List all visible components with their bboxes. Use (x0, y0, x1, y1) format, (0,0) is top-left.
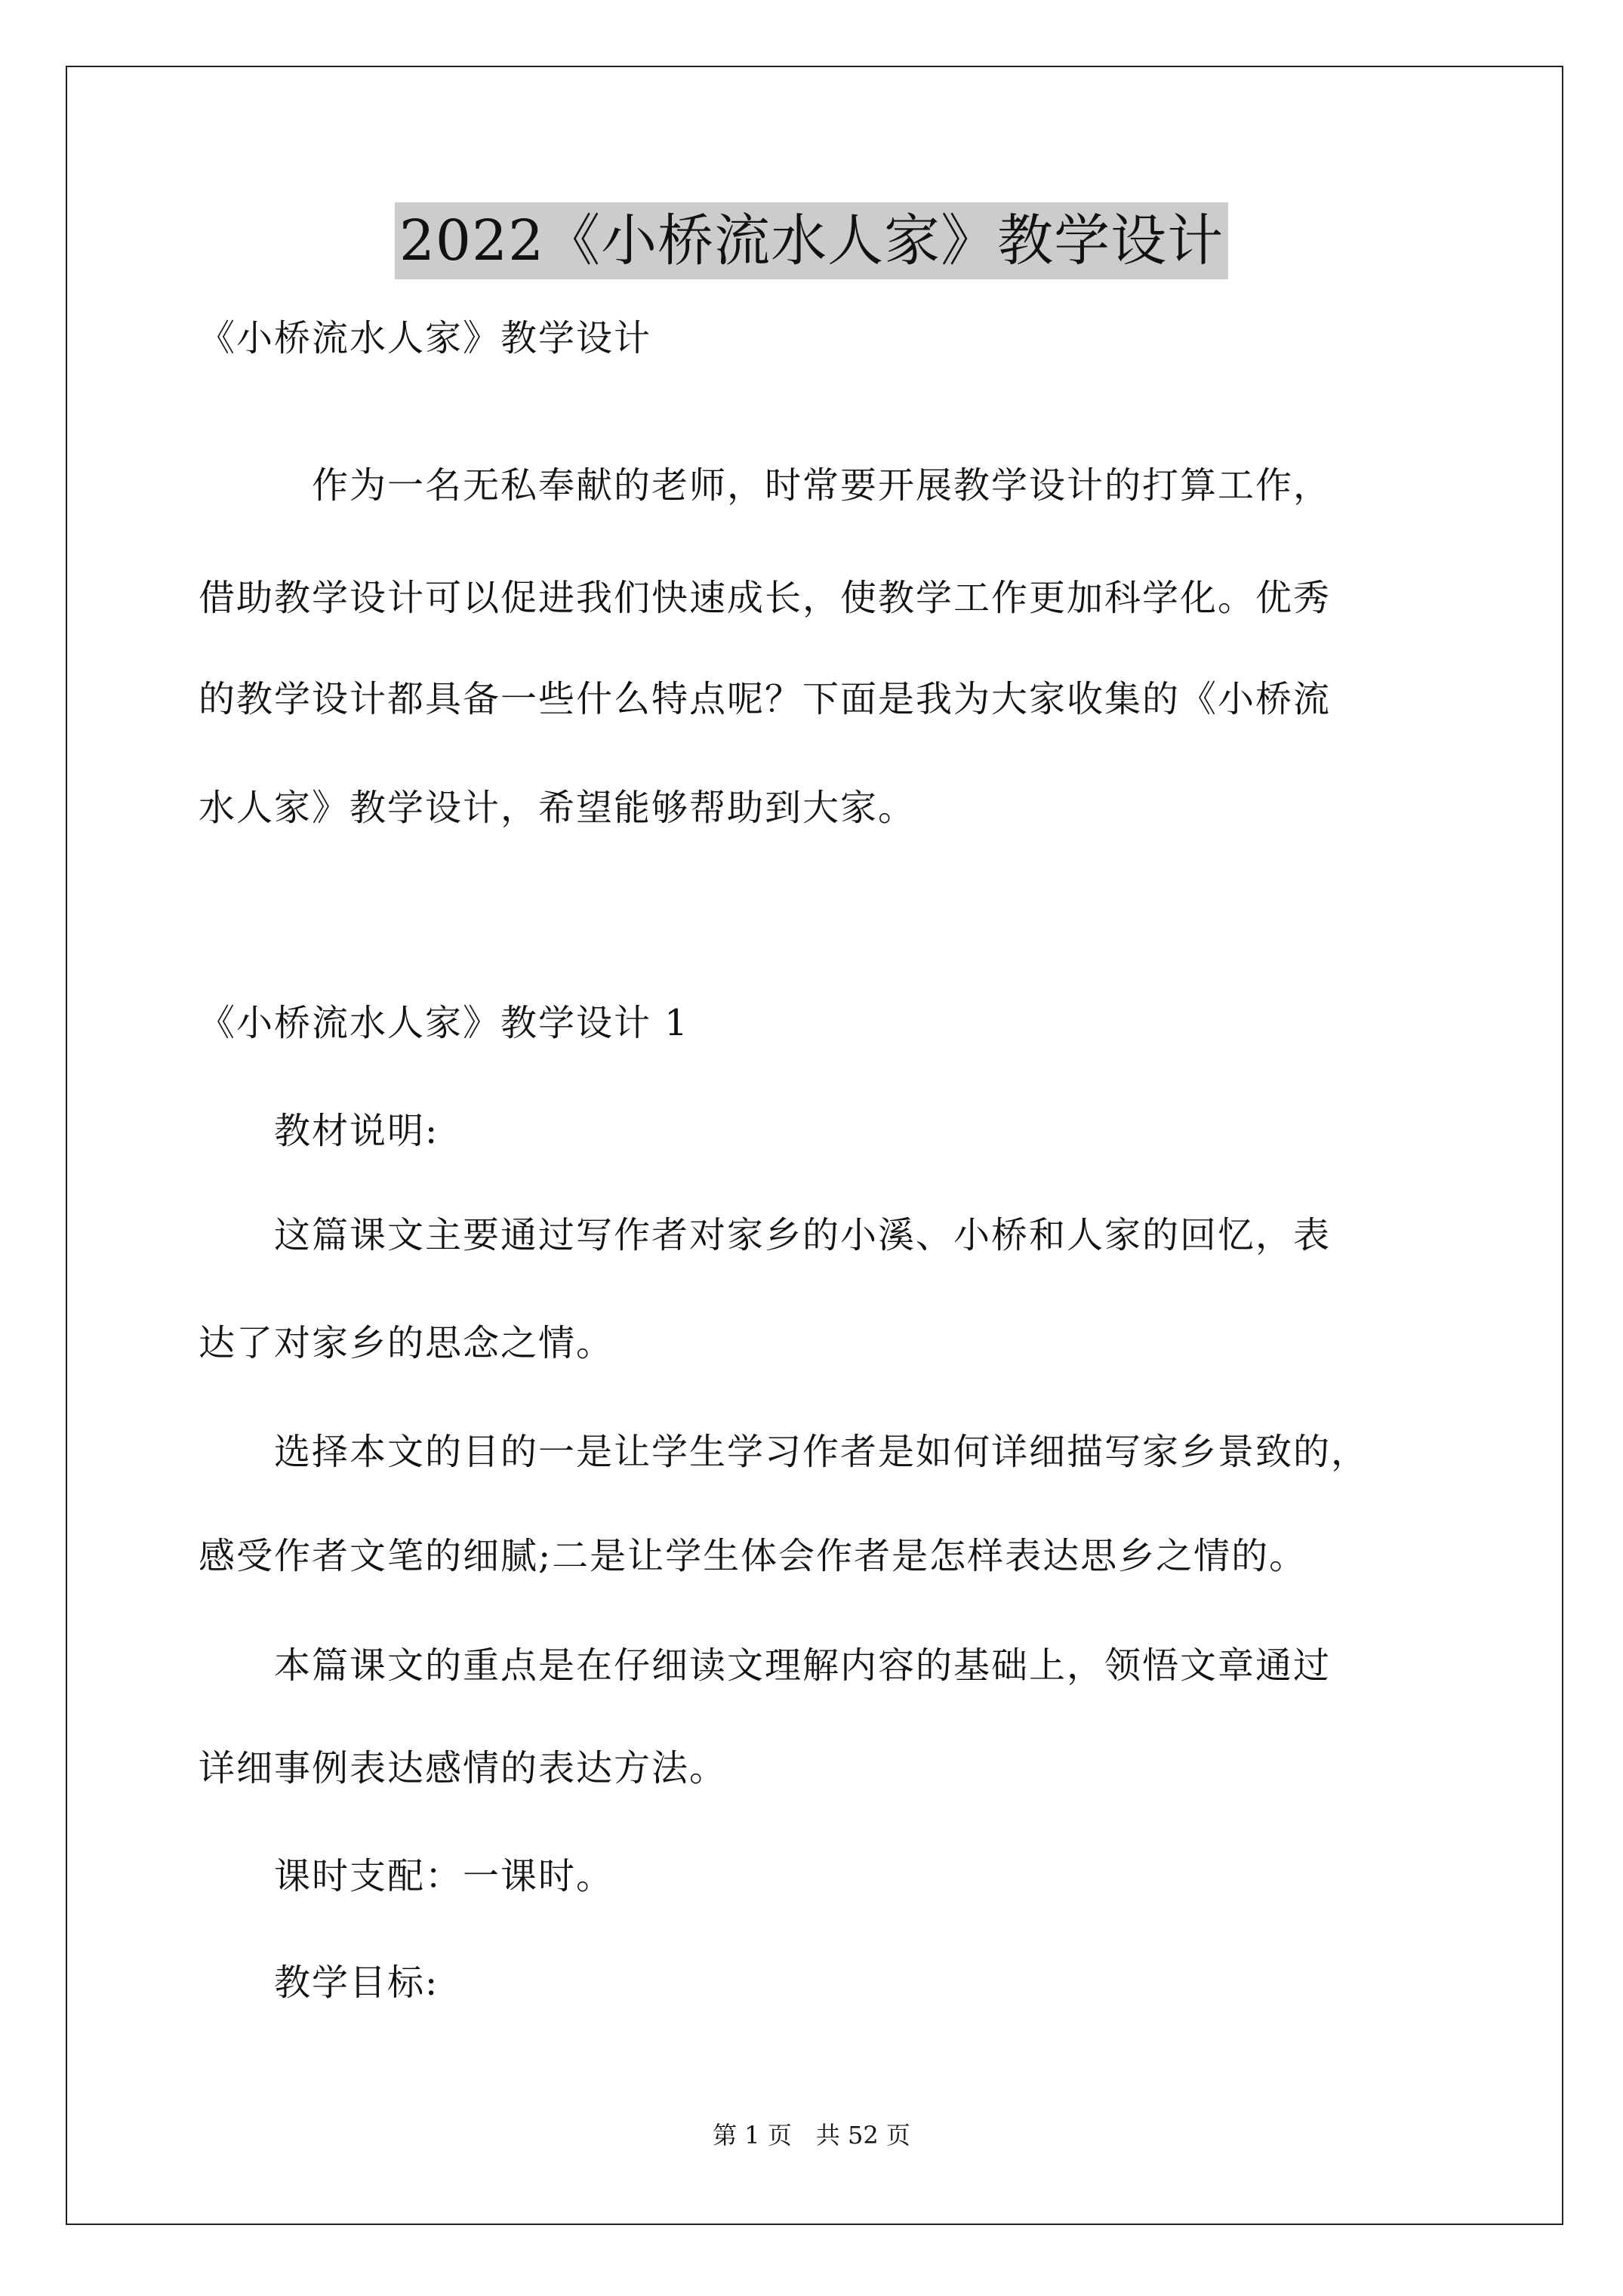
paragraph-line: 感受作者文笔的细腻;二是让学生体会作者是怎样表达思乡之情的。 (199, 1535, 1307, 1577)
document-title: 2022《小桥流水人家》教学设计 (395, 202, 1228, 279)
section-heading: 《小桥流水人家》教学设计 1 (199, 1002, 689, 1044)
paragraph-line: 作为一名无私奉献的老师，时常要开展教学设计的打算工作， (199, 464, 1332, 507)
paragraph-line: 这篇课文主要通过写作者对家乡的小溪、小桥和人家的回忆，表 (199, 1214, 1332, 1256)
paragraph-line: 教学目标: (199, 1962, 439, 2004)
paragraph-line: 本篇课文的重点是在仔细读文理解内容的基础上，领悟文章通过 (199, 1644, 1332, 1687)
paragraph-line: 水人家》教学设计，希望能够帮助到大家。 (199, 787, 916, 829)
paragraph-line: 的教学设计都具备一些什么特点呢？下面是我为大家收集的《小桥流 (199, 678, 1332, 720)
page-footer: 第 1 页 共 52 页 (713, 2121, 910, 2150)
paragraph-line: 选择本文的目的一是让学生学习作者是如何详细描写家乡景致的， (199, 1431, 1369, 1473)
intro-heading: 《小桥流水人家》教学设计 (199, 317, 652, 359)
title-wrapper (0, 202, 1623, 279)
paragraph-line: 教材说明: (199, 1110, 439, 1152)
paragraph-line: 课时支配：一课时。 (199, 1855, 614, 1897)
paragraph-line: 详细事例表达感情的表达方法。 (199, 1747, 728, 1789)
paragraph-line: 借助教学设计可以促进我们快速成长，使教学工作更加科学化。优秀 (199, 577, 1332, 619)
paragraph-line: 达了对家乡的思念之情。 (199, 1322, 614, 1364)
